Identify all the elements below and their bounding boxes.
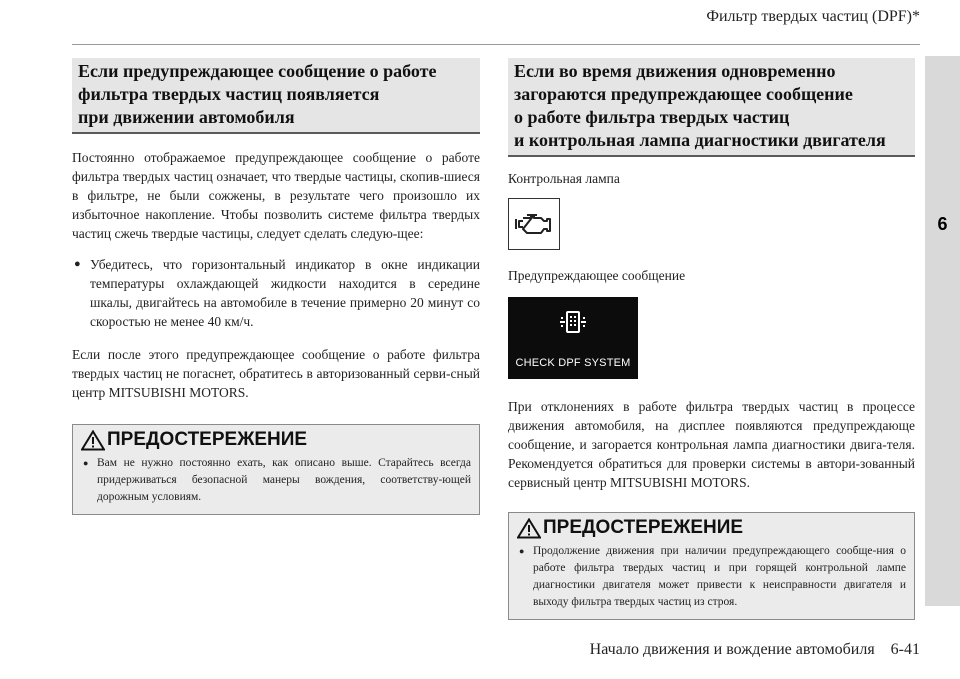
warning-title: ПРЕДОСТЕРЕЖЕНИЕ	[543, 517, 744, 538]
bullet-marker: ●	[83, 458, 89, 468]
heading-line: загораются предупреждающее сообщение	[514, 84, 853, 104]
heading-line: Если предупреждающее сообщение о работе	[78, 61, 437, 81]
dpf-icon	[558, 309, 588, 335]
warning-body	[509, 541, 914, 619]
left-column	[72, 58, 480, 515]
left-section-heading	[72, 58, 480, 134]
right-paragraph: При отклонениях в работе фильтра твердых частиц в процессе движения автомобиля, на дисплее появляются предупреждающе сообщение, и загорается контрольная лампа диагностики двига-теля. Рекомендуется обратиться для проверки системы в автори-зованный сервисный центр MITSUBISHI MOTORS.	[508, 399, 915, 490]
lamp-label: Контрольная лампа	[508, 171, 620, 186]
warning-triangle-icon	[517, 518, 541, 539]
message-label: Предупреждающее сообщение	[508, 268, 686, 283]
bullet-marker: ●	[519, 546, 525, 556]
chapter-number: 6	[937, 214, 948, 234]
engine-check-lamp	[508, 198, 560, 250]
bullet-marker: ●	[74, 258, 81, 270]
chapter-tab	[925, 56, 960, 606]
heading-line: и контрольная лампа диагностики двигателя	[514, 130, 886, 150]
warning-text: Продолжение движения при наличии предупреждающего сообще-ния о работе фильтра твердых частиц и при горящей контрольной лампе диагностики двигателя может привести к неисправности двигателя и выходу фильтра твердых частиц из строя.	[533, 545, 906, 608]
heading-line: о работе фильтра твердых частиц	[514, 107, 790, 127]
bullet-text: Убедитесь, что горизонтальный индикатор в окне индикации температуры охлаждающей жидкости находится в середине шкалы, двигайтесь на автомобиле в течение примерно 20 минут со скоростью не менее 40 км/ч.	[90, 257, 480, 329]
heading-line: фильтра твердых частиц появляется	[78, 84, 380, 104]
left-warning-box	[72, 424, 480, 515]
dpf-warning-display	[508, 297, 638, 379]
engine-check-icon	[514, 209, 554, 239]
right-section-heading	[508, 58, 915, 157]
heading-line: при движении автомобиля	[78, 107, 295, 127]
right-column	[508, 58, 915, 620]
right-warning-box	[508, 512, 915, 620]
warning-title: ПРЕДОСТЕРЕЖЕНИЕ	[107, 429, 308, 450]
warning-header	[73, 425, 479, 453]
left-paragraph-followup: Если после этого предупреждающее сообщение о работе фильтра твердых частиц не погаснет, обратитесь в авторизованный серви-сный центр MITSUBISHI MOTORS.	[72, 347, 480, 400]
left-paragraph-intro: Постоянно отображаемое предупреждающее сообщение о работе фильтра твердых частиц означает, что твердые частицы, скопив-шиеся в фильтре, не были сожжены, в результате чего произошло их избыточное накопление. Чтобы позволить системе фильтра твердых частиц сжечь твердые частицы, следует сделать следую-щее:	[72, 150, 480, 241]
dpf-message-text: CHECK DPF SYSTEM	[515, 357, 631, 369]
warning-text: Вам не нужно постоянно ехать, как описано выше. Старайтесь всегда придерживаться безопасной манеры вождения, соответству-ющей дорожным условиям.	[97, 457, 471, 503]
warning-body	[73, 453, 479, 514]
warning-triangle-icon	[81, 430, 105, 451]
header-divider	[72, 44, 920, 45]
page-footer: Начало движения и вождение автомобиля 6-41	[589, 641, 920, 658]
warning-header	[509, 513, 914, 541]
heading-line: Если во время движения одновременно	[514, 61, 836, 81]
page-header-title: Фильтр твердых частиц (DPF)*	[706, 8, 920, 25]
left-bullet-item	[72, 255, 480, 331]
